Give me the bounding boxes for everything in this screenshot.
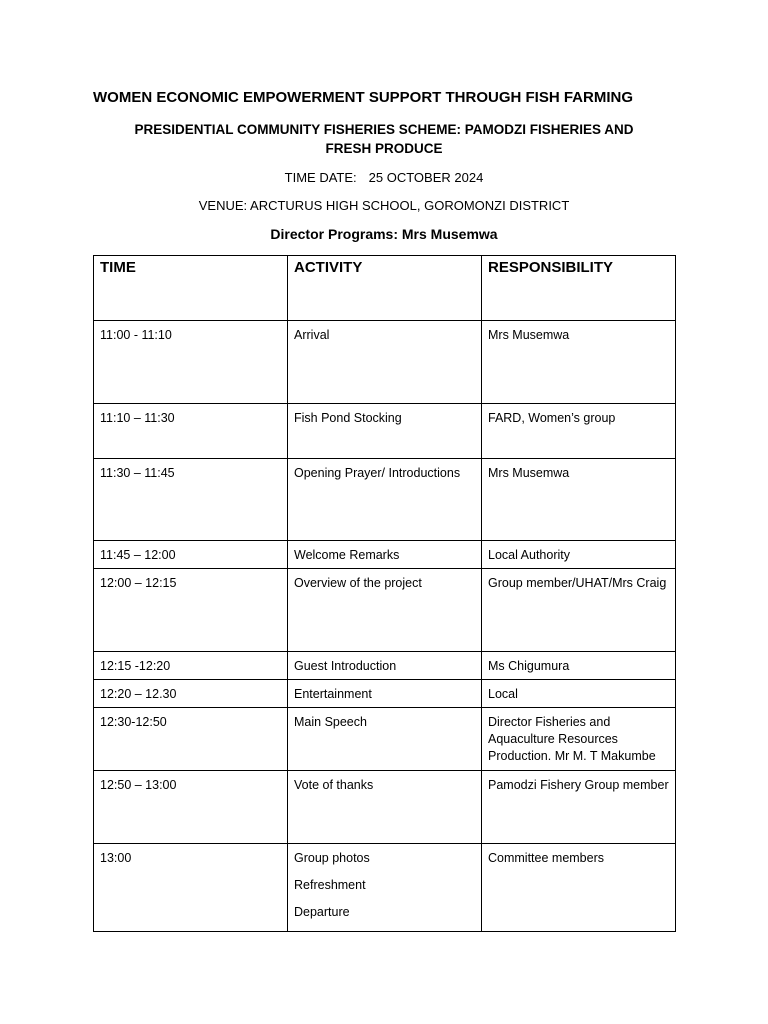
cell-activity	[288, 844, 482, 932]
cell-activity: Overview of the project	[288, 569, 482, 652]
cell-time: 11:30 – 11:45	[94, 459, 288, 541]
header-responsibility: RESPONSIBILITY	[482, 256, 676, 321]
cell-activity: Opening Prayer/ Introductions	[288, 459, 482, 541]
table-row	[94, 771, 676, 844]
document-subtitle: PRESIDENTIAL COMMUNITY FISHERIES SCHEME: PAMODZI FISHERIES AND FRESH PRODUCE	[134, 122, 634, 156]
cell-activity: Entertainment	[288, 680, 482, 708]
cell-activity: Guest Introduction	[288, 652, 482, 680]
cell-activity: Vote of thanks	[288, 771, 482, 844]
schedule-table	[93, 255, 676, 932]
table-row	[94, 321, 676, 404]
table-row	[94, 541, 676, 569]
cell-responsibility: Local	[482, 680, 676, 708]
cell-responsibility: Director Fisheries and Aquaculture Resources Production. Mr M. T Makumbe	[482, 708, 676, 771]
cell-activity: Fish Pond Stocking	[288, 404, 482, 459]
cell-responsibility: Mrs Musemwa	[482, 459, 676, 541]
activity-line: Refreshment	[294, 878, 366, 892]
activity-line: Group photos	[294, 851, 370, 865]
table-row	[94, 844, 676, 932]
cell-responsibility: Pamodzi Fishery Group member	[482, 771, 676, 844]
cell-responsibility: Group member/UHAT/Mrs Craig	[482, 569, 676, 652]
header-activity: ACTIVITY	[288, 256, 482, 321]
cell-time: 11:10 – 11:30	[94, 404, 288, 459]
director-line: Director Programs: Mrs Musemwa	[270, 226, 498, 242]
venue-line: VENUE: ARCTURUS HIGH SCHOOL, GOROMONZI DISTRICT	[198, 198, 570, 213]
time-date-line	[0, 170, 768, 185]
header-time: TIME	[94, 256, 288, 321]
table-header-row	[94, 256, 676, 321]
activity-line: Departure	[294, 905, 350, 919]
table-row	[94, 680, 676, 708]
cell-responsibility: FARD, Women’s group	[482, 404, 676, 459]
table-row	[94, 459, 676, 541]
table-row	[94, 569, 676, 652]
cell-activity: Welcome Remarks	[288, 541, 482, 569]
cell-activity: Main Speech	[288, 708, 482, 771]
cell-time: 12:00 – 12:15	[94, 569, 288, 652]
time-date-label: TIME DATE:	[284, 170, 357, 185]
cell-time: 11:45 – 12:00	[94, 541, 288, 569]
cell-time: 12:20 – 12.30	[94, 680, 288, 708]
cell-time: 12:30-12:50	[94, 708, 288, 771]
cell-responsibility: Local Authority	[482, 541, 676, 569]
time-date-value: 25 OCTOBER 2024	[368, 170, 484, 185]
table-row	[94, 652, 676, 680]
cell-responsibility: Mrs Musemwa	[482, 321, 676, 404]
table-row	[94, 708, 676, 771]
cell-time: 12:50 – 13:00	[94, 771, 288, 844]
cell-time: 12:15 -12:20	[94, 652, 288, 680]
cell-time: 11:00 - 11:10	[94, 321, 288, 404]
cell-time: 13:00	[94, 844, 288, 932]
table-row	[94, 404, 676, 459]
cell-responsibility: Committee members	[482, 844, 676, 932]
document-title: WOMEN ECONOMIC EMPOWERMENT SUPPORT THROUGH FISH FARMING	[93, 89, 633, 106]
cell-activity: Arrival	[288, 321, 482, 404]
cell-responsibility: Ms Chigumura	[482, 652, 676, 680]
